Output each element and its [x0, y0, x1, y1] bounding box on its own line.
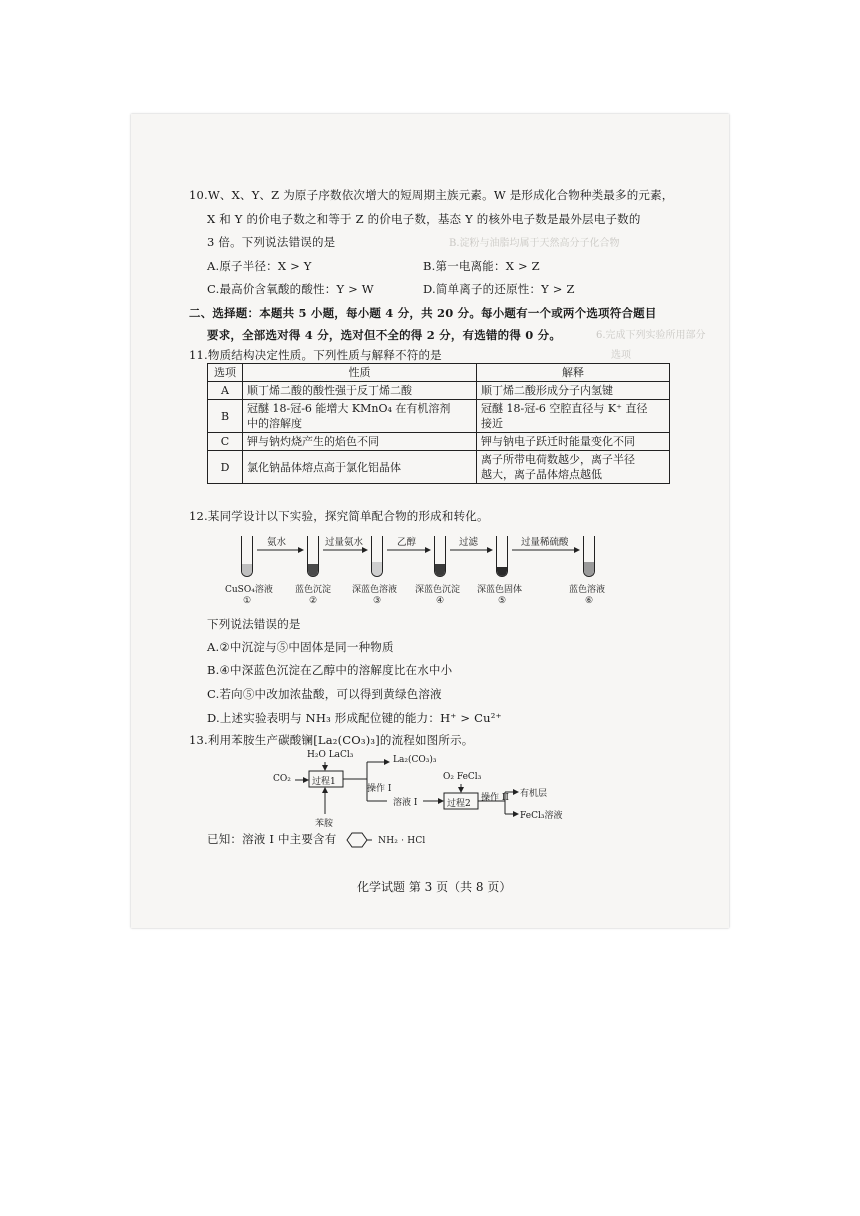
tube-label: 蓝色沉淀 [295, 585, 332, 595]
flow-product: La₂(CO₃)₃ [393, 755, 437, 765]
flow-aniline: 苯胺 [315, 819, 334, 829]
q12-stem: 12.某同学设计以下实验，探究简单配合物的形成和转化。 [189, 509, 489, 523]
bleed-text: 选项 [611, 350, 631, 361]
table-header-row [208, 364, 670, 382]
row-property [243, 400, 477, 433]
table-row [208, 433, 670, 451]
row-explanation: 顺丁烯二酸形成分子内氢键 [477, 382, 670, 400]
tube-number: ② [309, 596, 318, 606]
arrow-label: 氨水 [267, 537, 287, 548]
q10-stem-line3: 3 倍。下列说法错误的是 [207, 235, 336, 249]
header-option: 选项 [208, 364, 243, 382]
q10-option-c: C.最高价含氧酸的酸性：Y > W [207, 282, 374, 296]
row-option: A [208, 382, 243, 400]
q12-option-c: C.若向⑤中改加浓盐酸，可以得到黄绿色溶液 [207, 687, 442, 701]
reaction-arrows [231, 532, 651, 562]
q11-stem: 11.物质结构决定性质。下列性质与解释不符的是 [189, 348, 442, 362]
q10-option-b: B.第一电离能：X > Z [423, 259, 540, 273]
row-property-line: 冠醚 18-冠-6 能增大 KMnO₄ 在有机溶剂 [247, 402, 451, 415]
tube-label: CuSO₄溶液 [225, 585, 273, 595]
flow-organic-layer: 有机层 [520, 789, 548, 799]
q12-option-a: A.②中沉淀与⑤中固体是同一种物质 [207, 640, 394, 654]
note-prefix: 已知：溶液 I 中主要含有 [207, 832, 337, 846]
arrow-label: 乙醇 [397, 537, 417, 548]
q10-stem-line1: 10.W、X、Y、Z 为原子序数依次增大的短周期主族元素。W 是形成化合物种类最多的元素， [189, 188, 674, 202]
tube-number: ⑥ [585, 596, 594, 606]
flow-fecl3-solution: FeCl₃溶液 [520, 811, 563, 821]
table-row [208, 451, 670, 484]
flow-process-2: 过程2 [447, 799, 471, 809]
row-explanation [477, 451, 670, 484]
row-option: D [208, 451, 243, 484]
row-option: B [208, 400, 243, 433]
flow-operation-2: 操作 II [481, 793, 509, 803]
bleed-text: B.淀粉与油脂均属于天然高分子化合物 [449, 238, 620, 249]
header-explanation: 解释 [477, 364, 670, 382]
q13-note [207, 831, 426, 848]
section-2-heading: 二、选择题：本题共 5 小题，每小题 4 分，共 20 分。每小题有一个或两个选项符合题目 [189, 306, 657, 320]
bleed-text: 6.完成下列实验所用部分 [596, 330, 706, 341]
exam-page [131, 114, 729, 928]
tube-label: 深蓝色固体 [477, 585, 523, 595]
tube-label: 深蓝色溶液 [352, 585, 398, 595]
q12-option-d: D.上述实验表明与 NH₃ 形成配位键的能力：H⁺ > Cu²⁺ [207, 711, 502, 725]
tube-number: ⑤ [498, 596, 507, 606]
q10-option-a: A.原子半径：X > Y [207, 259, 312, 273]
q12-apparatus-diagram [225, 532, 651, 627]
arrow-label: 过量稀硫酸 [521, 537, 569, 548]
tube-number: ① [243, 596, 252, 606]
row-property-line: 中的溶解度 [247, 417, 302, 430]
section-2-instructions: 要求，全部选对得 4 分，选对但不全的得 2 分，有选错的得 0 分。 [207, 328, 562, 342]
row-explanation-line: 越大，离子晶体熔点越低 [481, 468, 602, 481]
tube-label: 蓝色溶液 [569, 585, 606, 595]
header-property: 性质 [243, 364, 477, 382]
q12-option-b: B.④中深蓝色沉淀在乙醇中的溶解度比在水中小 [207, 663, 453, 677]
tube-label: 深蓝色沉淀 [415, 585, 461, 595]
note-suffix: NH₂ · HCl [378, 836, 426, 846]
row-property: 氯化钠晶体熔点高于氯化铝晶体 [243, 451, 477, 484]
flow-co2: CO₂ [273, 774, 291, 784]
q12-ask: 下列说法错误的是 [207, 617, 301, 631]
flow-reagents-1: H₂O LaCl₃ [307, 750, 354, 760]
row-explanation-line: 离子所带电荷数越少，离子半径 [481, 453, 635, 466]
benzene-ring-icon [342, 832, 372, 848]
flow-process-1: 过程1 [312, 777, 336, 787]
arrow-label: 过量氨水 [325, 537, 364, 548]
q13-flow-diagram [207, 750, 627, 832]
row-explanation-line: 冠醚 18-冠-6 空腔直径与 K⁺ 直径 [481, 402, 648, 415]
row-explanation [477, 400, 670, 433]
flow-solution-1: 溶液 I [393, 798, 418, 808]
q11-table [207, 363, 670, 484]
row-property: 钾与钠灼烧产生的焰色不同 [243, 433, 477, 451]
flow-reagents-2: O₂ FeCl₃ [443, 772, 482, 782]
row-property: 顺丁烯二酸的酸性强于反丁烯二酸 [243, 382, 477, 400]
q10-option-d: D.简单离子的还原性：Y > Z [423, 282, 575, 296]
q10-stem-line2: X 和 Y 的价电子数之和等于 Z 的价电子数，基态 Y 的核外电子数是最外层电子数的 [207, 212, 641, 226]
row-explanation: 钾与钠电子跃迁时能量变化不同 [477, 433, 670, 451]
q13-stem: 13.利用苯胺生产碳酸镧[La₂(CO₃)₃]的流程如图所示。 [189, 733, 474, 747]
table-row [208, 382, 670, 400]
flow-operation-1: 操作 I [367, 784, 392, 794]
page-footer: 化学试题 第 3 页（共 8 页） [357, 880, 512, 894]
row-option: C [208, 433, 243, 451]
row-explanation-line: 接近 [481, 417, 503, 430]
table-row [208, 400, 670, 433]
tube-number: ④ [436, 596, 445, 606]
arrow-label: 过滤 [459, 537, 479, 548]
tube-number: ③ [373, 596, 382, 606]
